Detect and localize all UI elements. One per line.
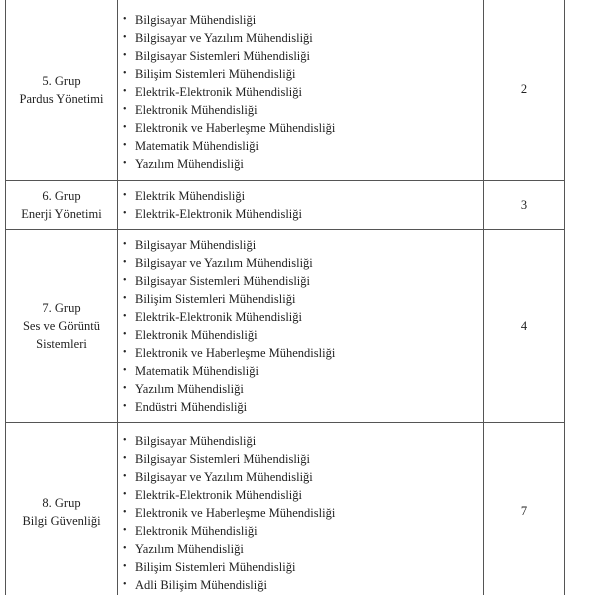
list-item: • Matematik Mühendisliği <box>123 364 259 378</box>
bullet-icon: • <box>123 434 127 446</box>
list-item: • Bilgisayar Mühendisliği <box>123 12 257 27</box>
bullet-icon: • <box>123 560 127 572</box>
bullet-icon: • <box>123 257 127 268</box>
bullet-icon: • <box>123 524 127 536</box>
list-item: • Bilgisayar ve Yazılım Mühendisliği <box>123 256 313 270</box>
departments-cell <box>118 0 484 181</box>
list-item: • Bilgisayar ve Yazılım Mühendisliği <box>123 30 313 45</box>
group-subtitle: Enerji Yönetimi <box>21 207 102 221</box>
list-item: • Elektrik-Elektronik Mühendisliği <box>123 310 302 324</box>
list-item: • Bilgisayar Sistemleri Mühendisliği <box>123 274 310 288</box>
bullet-icon: • <box>123 31 127 43</box>
bullet-icon: • <box>123 470 127 482</box>
list-item: • Yazılım Mühendisliği <box>123 156 244 171</box>
group-table <box>5 0 565 595</box>
bullet-icon: • <box>123 67 127 79</box>
departments-cell <box>118 230 484 423</box>
group-name-cell <box>6 230 118 423</box>
bullet-icon: • <box>123 208 127 219</box>
list-item: • Yazılım Mühendisliği <box>123 541 244 556</box>
bullet-icon: • <box>123 85 127 97</box>
group-name-cell <box>6 0 118 181</box>
bullet-icon: • <box>123 488 127 500</box>
bullet-icon: • <box>123 121 127 133</box>
group-name-cell <box>6 423 118 595</box>
table-row <box>6 230 565 423</box>
bullet-icon: • <box>123 49 127 61</box>
group-subtitle: Ses ve Görüntü <box>22 319 101 333</box>
list-item: • Bilgisayar ve Yazılım Mühendisliği <box>123 469 313 484</box>
list-item: • Bilgisayar Mühendisliği <box>123 433 257 448</box>
list-item: • Elektrik-Elektronik Mühendisliği <box>123 487 302 502</box>
bullet-icon: • <box>123 383 127 394</box>
bullet-icon: • <box>123 401 127 412</box>
bullet-icon: • <box>123 578 127 590</box>
list-item: • Elektronik ve Haberleşme Mühendisliği <box>123 505 336 520</box>
list-item: • Elektrik Mühendisliği <box>123 189 246 203</box>
department-list <box>118 7 483 173</box>
list-item: • Endüstri Mühendisliği <box>123 400 248 414</box>
bullet-icon: • <box>123 239 127 250</box>
list-item: • Yazılım Mühendisliği <box>123 382 244 396</box>
quota-cell: 4 <box>484 230 565 423</box>
quota-cell: 3 <box>484 181 565 230</box>
department-list <box>118 187 483 223</box>
bullet-icon: • <box>123 275 127 286</box>
list-item: • Elektronik Mühendisliği <box>123 328 258 342</box>
bullet-icon: • <box>123 365 127 376</box>
bullet-icon: • <box>123 103 127 115</box>
table-row <box>6 0 565 181</box>
bullet-icon: • <box>123 506 127 518</box>
list-item: • Bilgisayar Mühendisliği <box>123 238 257 252</box>
list-item: • Matematik Mühendisliği <box>123 138 259 153</box>
bullet-icon: • <box>123 157 127 169</box>
departments-cell <box>118 181 484 230</box>
list-item: • Bilişim Sistemleri Mühendisliği <box>123 292 296 306</box>
list-item: • Elektronik ve Haberleşme Mühendisliği <box>123 346 336 360</box>
group-name: 7. Grup <box>42 301 81 315</box>
list-item: • Adli Bilişim Mühendisliği <box>123 577 267 592</box>
bullet-icon: • <box>123 311 127 322</box>
department-list <box>118 430 483 594</box>
group-subtitle: Bilgi Güvenliği <box>22 513 101 528</box>
list-item: • Bilişim Sistemleri Mühendisliği <box>123 66 296 81</box>
list-item: • Bilgisayar Sistemleri Mühendisliği <box>123 451 310 466</box>
list-item: • Bilişim Sistemleri Mühendisliği <box>123 559 296 574</box>
bullet-icon: • <box>123 139 127 151</box>
bullet-icon: • <box>123 329 127 340</box>
quota-cell: 7 <box>484 423 565 595</box>
department-list <box>118 236 483 416</box>
group-name: 5. Grup <box>42 73 81 88</box>
list-item: • Elektronik Mühendisliği <box>123 102 258 117</box>
departments-cell <box>118 423 484 595</box>
bullet-icon: • <box>123 190 127 201</box>
bullet-icon: • <box>123 13 127 25</box>
bullet-icon: • <box>123 293 127 304</box>
bullet-icon: • <box>123 542 127 554</box>
table-row <box>6 423 565 595</box>
list-item: • Elektrik-Elektronik Mühendisliği <box>123 207 302 221</box>
table-row <box>6 181 565 230</box>
group-name: 8. Grup <box>42 495 81 510</box>
group-subtitle: Pardus Yönetimi <box>19 91 104 106</box>
bullet-icon: • <box>123 452 127 464</box>
group-name-cell <box>6 181 118 230</box>
list-item: • Elektrik-Elektronik Mühendisliği <box>123 84 302 99</box>
quota-cell: 2 <box>484 0 565 181</box>
group-subtitle-line2: Sistemleri <box>36 337 87 351</box>
bullet-icon: • <box>123 347 127 358</box>
list-item: • Elektronik Mühendisliği <box>123 523 258 538</box>
group-name: 6. Grup <box>42 189 81 203</box>
list-item: • Elektronik ve Haberleşme Mühendisliği <box>123 120 336 135</box>
list-item: • Bilgisayar Sistemleri Mühendisliği <box>123 48 310 63</box>
